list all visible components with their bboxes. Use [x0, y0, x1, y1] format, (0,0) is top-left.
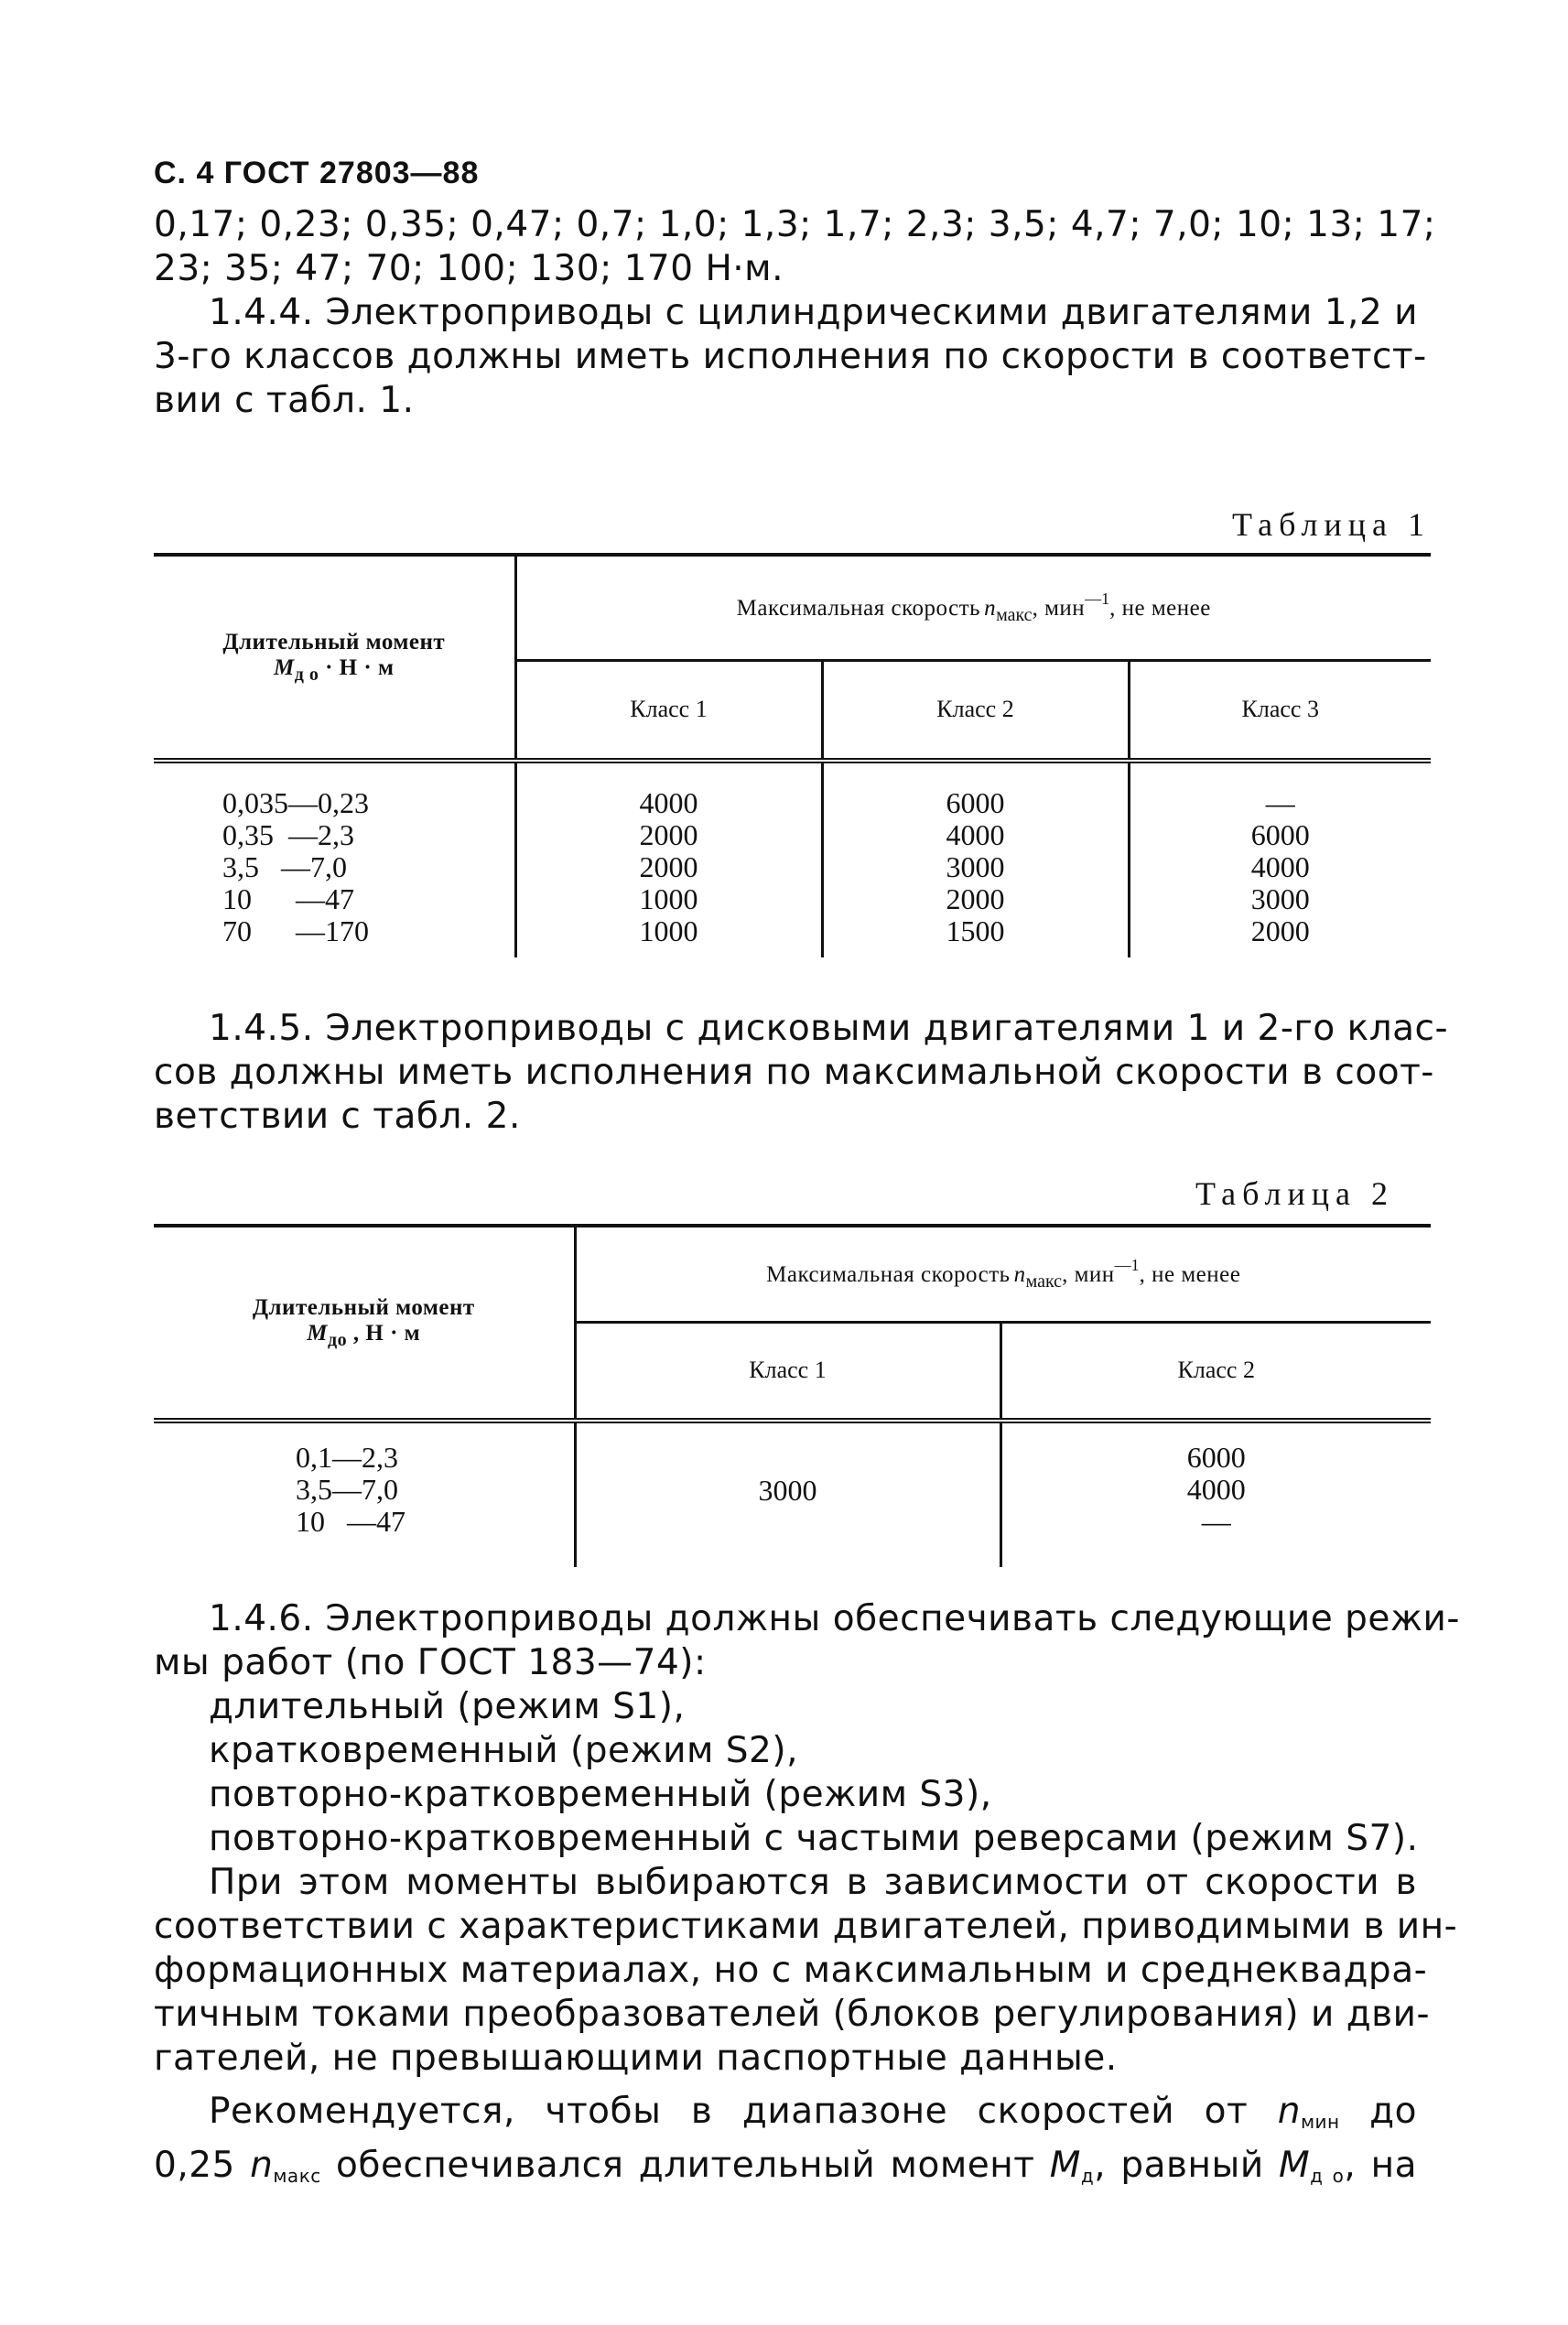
text-line: мы работ (по ГОСТ 183—74): — [154, 1642, 707, 1683]
text-line: гателей, не превышающими паспортные данные. — [154, 2038, 1118, 2079]
text-line: ветствии с табл. 2. — [154, 1096, 521, 1137]
recommendation-paragraph — [154, 2090, 1417, 2198]
clause-1-4-6 — [154, 1597, 1460, 2081]
text-line: 1.4.4. Электроприводы с цилиндрическими двигателями 1,2 и — [209, 292, 1419, 333]
text-line: 23; 35; 47; 70; 100; 130; 170 Н·м. — [154, 248, 784, 289]
moment-values-col: 0,1—2,3 3,5—7,0 10 —47 — [296, 1441, 406, 1538]
table-2 — [154, 1224, 1431, 1567]
text-line: формационных материалах, но с максимальным и среднеквадра- — [154, 1950, 1428, 1991]
table-1-caption: Таблица 1 — [1232, 506, 1431, 543]
text-line: 3-го классов должны иметь исполнения по скорости в соответст- — [154, 336, 1427, 377]
moment-header-symbol: $М_{д о} \cdot Н \cdot м$ — [273, 654, 395, 685]
text-line: соответствии с характеристиками двигателей, приводимыми в ин- — [154, 1906, 1458, 1947]
class-2-header: Класс 2 — [1000, 1322, 1431, 1421]
table-2-caption: Таблица 2 — [1195, 1175, 1394, 1212]
class-3-values: — 6000 4000 3000 2000 — [1129, 761, 1431, 957]
moment-header-cell — [154, 1226, 575, 1421]
class-1-header: Класс 1 — [515, 660, 822, 761]
max-speed-header: Максимальная скорость nмакс, мин—1, не менее — [575, 1226, 1431, 1322]
class-3-header: Класс 3 — [1129, 660, 1431, 761]
table-1 — [154, 553, 1431, 957]
text-line: вии с табл. 1. — [154, 380, 415, 421]
class-2-values: 6000 4000 — — [1000, 1421, 1431, 1567]
page-header: С. 4 ГОСТ 27803—88 — [154, 156, 480, 190]
text-line: 0,17; 0,23; 0,35; 0,47; 0,7; 1,0; 1,3; 1,7; 2,3; 3,5; 4,7; 7,0; 10; 13; 17; — [154, 204, 1436, 245]
text-line: 0,25 $n_{макс}$ обеспечивался длительный момент $М_д$, равный $М_{д о}$, на — [154, 2145, 1417, 2187]
max-speed-header: Максимальная скорость nмакс, мин—1, не менее — [515, 555, 1431, 660]
text-line: сов должны иметь исполнения по максимальной скорости в соот- — [154, 1052, 1434, 1093]
clause-1-4-4 — [154, 291, 1427, 423]
text-line: При этом моменты выбираются в зависимости от скорости в — [209, 1862, 1417, 1903]
text-line: длительный (режим S1), — [209, 1686, 686, 1727]
clause-1-4-5 — [154, 1007, 1449, 1139]
class-1-value: 3000 — [575, 1421, 1000, 1567]
moment-header-cell — [154, 555, 515, 761]
moment-values-paragraph — [154, 203, 1436, 291]
class-2-values: 6000 4000 3000 2000 1500 — [822, 761, 1129, 957]
moment-values-col: 0,035—0,23 0,35 —2,3 3,5 —7,0 10 —47 70 —170 — [222, 786, 369, 947]
class-2-header: Класс 2 — [822, 660, 1129, 761]
text-line: повторно-кратковременный (режим S3), — [209, 1774, 992, 1815]
text-line: 1.4.6. Электроприводы должны обеспечивать следующие режи- — [209, 1598, 1460, 1639]
text-line: 1.4.5. Электроприводы с дисковыми двигателями 1 и 2-го клас- — [209, 1008, 1449, 1049]
class-1-header: Класс 1 — [575, 1322, 1000, 1421]
moment-header-label: Длительный момент — [222, 629, 446, 654]
moment-header-label: Длительный момент — [252, 1294, 475, 1320]
moment-header-symbol: $М_{до}$ , Н · м — [307, 1320, 421, 1350]
class-1-values: 4000 2000 2000 1000 1000 — [515, 761, 822, 957]
text-line: повторно-кратковременный с частыми реверсами (режим S7). — [209, 1818, 1419, 1859]
text-line: тичным токами преобразователей (блоков регулирования) и дви- — [154, 1994, 1431, 2035]
text-line: кратковременный (режим S2), — [209, 1730, 798, 1771]
text-line: Рекомендуется, чтобы в диапазоне скоростей от $n_{мин}$ до — [209, 2091, 1417, 2133]
